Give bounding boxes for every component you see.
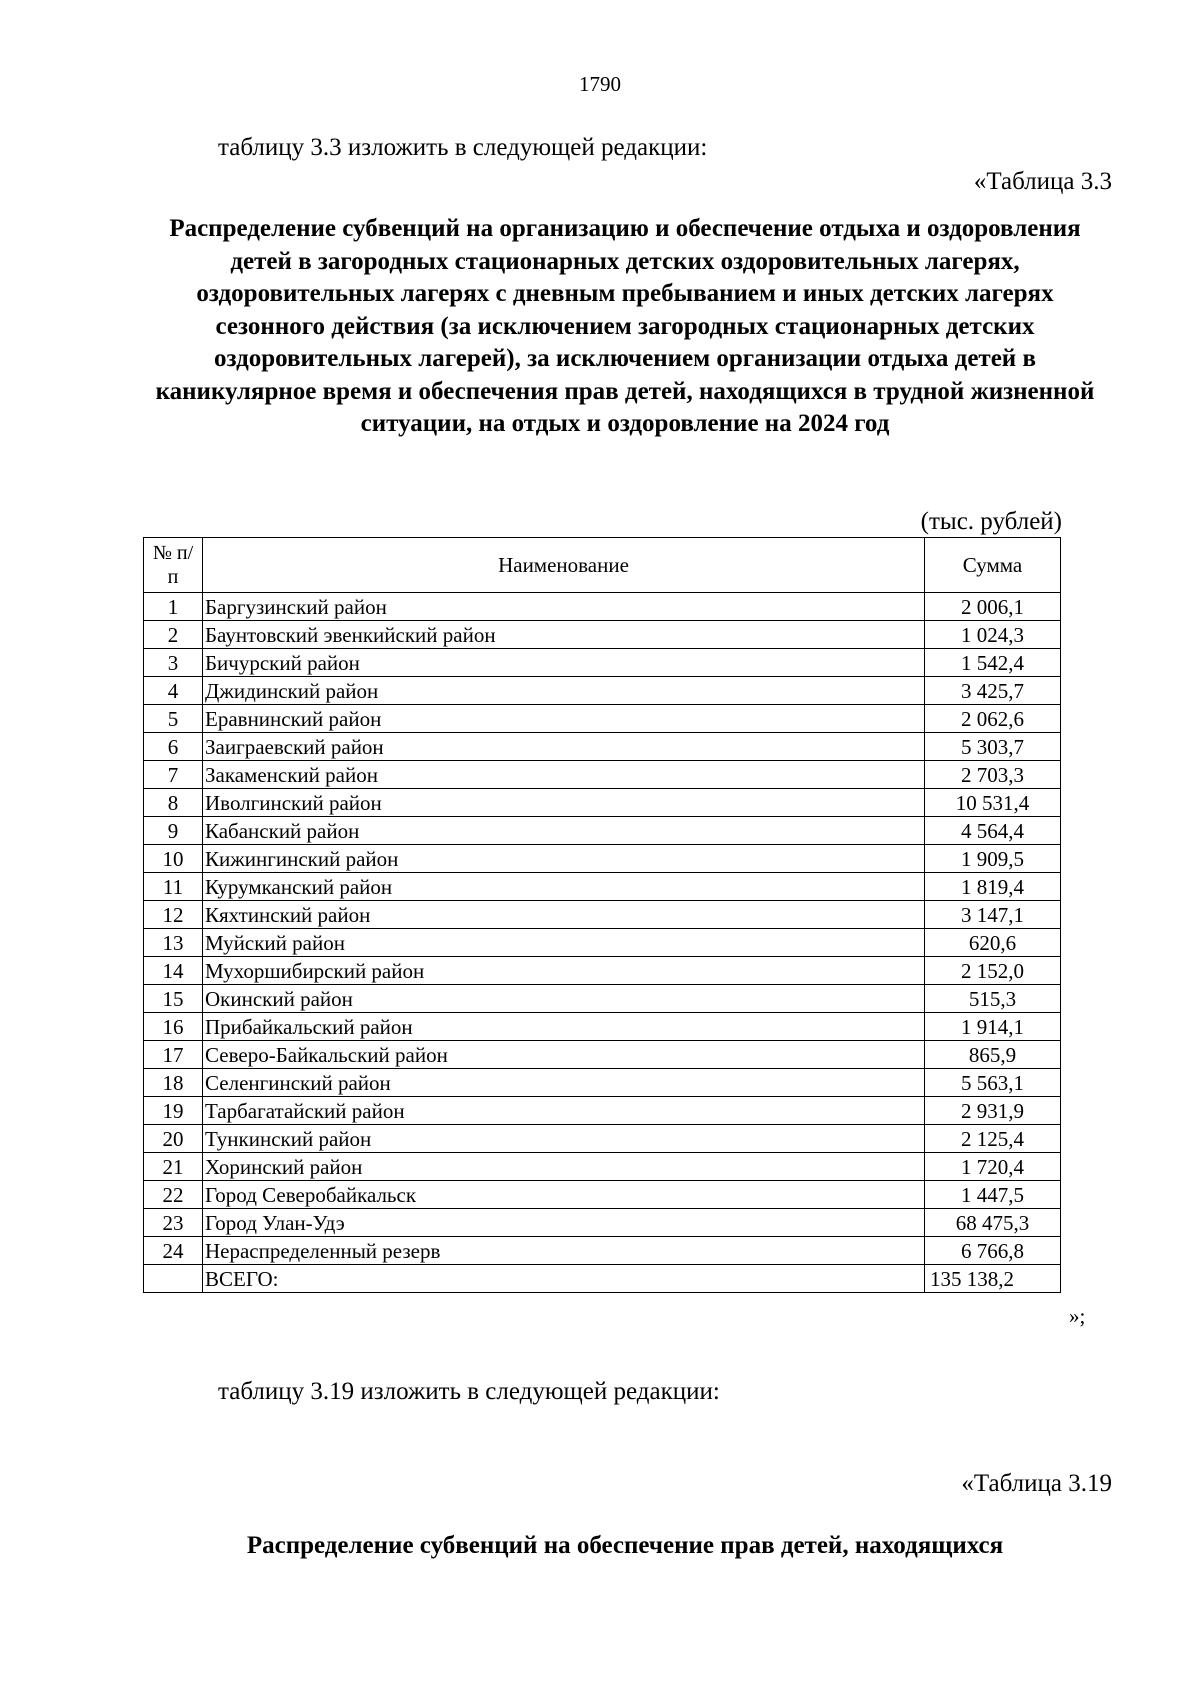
row-name: Муйский район — [203, 929, 925, 957]
row-name: Город Улан-Удэ — [203, 1209, 925, 1237]
row-name: Прибайкальский район — [203, 1013, 925, 1041]
row-sum: 3 425,7 — [925, 677, 1061, 705]
row-num: 1 — [144, 593, 203, 621]
intro-text-table-3-19: таблицу 3.19 изложить в следующей редакции: — [218, 1378, 720, 1405]
row-name: Кабанский район — [203, 817, 925, 845]
row-num: 21 — [144, 1153, 203, 1181]
row-name: Тункинский район — [203, 1125, 925, 1153]
row-num: 7 — [144, 761, 203, 789]
table-row — [144, 1069, 1061, 1097]
table-row — [144, 817, 1061, 845]
row-sum: 1 447,5 — [925, 1181, 1061, 1209]
table-label-3-3: «Таблица 3.3 — [973, 168, 1112, 195]
table-row — [144, 985, 1061, 1013]
row-sum: 5 303,7 — [925, 733, 1061, 761]
row-num: 11 — [144, 873, 203, 901]
row-sum: 1 024,3 — [925, 621, 1061, 649]
row-sum: 620,6 — [925, 929, 1061, 957]
row-sum: 2 703,3 — [925, 761, 1061, 789]
table-row — [144, 789, 1061, 817]
row-num — [144, 1265, 203, 1293]
table-row — [144, 733, 1061, 761]
row-name: Хоринский район — [203, 1153, 925, 1181]
table-title-3-19: Распределение субвенций на обеспечение прав детей, находящихся — [246, 1532, 1004, 1559]
row-sum: 6 766,8 — [925, 1237, 1061, 1265]
table-row — [144, 649, 1061, 677]
row-num: 18 — [144, 1069, 203, 1097]
row-sum: 1 542,4 — [925, 649, 1061, 677]
units-label: (тыс. рублей) — [920, 508, 1062, 535]
row-sum: 10 531,4 — [925, 789, 1061, 817]
row-name: Окинский район — [203, 985, 925, 1013]
row-name: Северо-Байкальский район — [203, 1041, 925, 1069]
row-sum: 2 152,0 — [925, 957, 1061, 985]
row-num: 16 — [144, 1013, 203, 1041]
table-row — [144, 845, 1061, 873]
row-num: 14 — [144, 957, 203, 985]
row-name: ВСЕГО: — [203, 1265, 925, 1293]
row-name: Город Северобайкальск — [203, 1181, 925, 1209]
table-row — [144, 621, 1061, 649]
table-row — [144, 677, 1061, 705]
row-name: Закаменский район — [203, 761, 925, 789]
table-row — [144, 901, 1061, 929]
row-num: 2 — [144, 621, 203, 649]
row-sum: 1 819,4 — [925, 873, 1061, 901]
row-sum: 1 914,1 — [925, 1013, 1061, 1041]
row-name: Кяхтинский район — [203, 901, 925, 929]
row-num: 17 — [144, 1041, 203, 1069]
row-num: 13 — [144, 929, 203, 957]
row-num: 24 — [144, 1237, 203, 1265]
row-num: 5 — [144, 705, 203, 733]
row-num: 10 — [144, 845, 203, 873]
table-row — [144, 705, 1061, 733]
table-row — [144, 593, 1061, 621]
row-name: Баунтовский эвенкийский район — [203, 621, 925, 649]
table-row — [144, 957, 1061, 985]
row-num: 6 — [144, 733, 203, 761]
table-row — [144, 761, 1061, 789]
row-sum: 135 138,2 — [925, 1265, 1061, 1293]
table-title-3-3: Распределение субвенций на организацию и обеспечение отдыха и оздоровления детей в загородных стационарных детских оздоровительных лагерях, оздоровительных лагерях с дневным пребыванием и иных детских лагерях сезонного действия (за исключением загородных стационарных детских оздоровительных лагерей), за исключением организации отдыха детей в каникулярное время и обеспечения прав детей, находящихся в трудной жизненной ситуации, на отдых и оздоровление на 2024 год — [155, 215, 1095, 437]
table-row — [144, 1013, 1061, 1041]
row-name: Баргузинский район — [203, 593, 925, 621]
row-num: 19 — [144, 1097, 203, 1125]
intro-text-table-3-3: таблицу 3.3 изложить в следующей редакции: — [218, 134, 708, 161]
row-num: 3 — [144, 649, 203, 677]
row-num: 22 — [144, 1181, 203, 1209]
row-name: Нераспределенный резерв — [203, 1237, 925, 1265]
row-name: Еравнинский район — [203, 705, 925, 733]
header-num: № п/п — [144, 538, 203, 593]
row-num: 23 — [144, 1209, 203, 1237]
row-num: 20 — [144, 1125, 203, 1153]
row-sum: 515,3 — [925, 985, 1061, 1013]
table-row — [144, 1153, 1061, 1181]
row-num: 4 — [144, 677, 203, 705]
row-name: Курумканский район — [203, 873, 925, 901]
table-row — [144, 1181, 1061, 1209]
row-sum: 2 125,4 — [925, 1125, 1061, 1153]
row-sum: 1 909,5 — [925, 845, 1061, 873]
header-sum: Сумма — [925, 538, 1061, 593]
page-number: 1790 — [579, 72, 621, 96]
table-row — [144, 1209, 1061, 1237]
row-sum: 68 475,3 — [925, 1209, 1061, 1237]
table-row — [144, 1237, 1061, 1265]
row-sum: 5 563,1 — [925, 1069, 1061, 1097]
row-name: Бичурский район — [203, 649, 925, 677]
table-body — [144, 593, 1061, 1293]
row-sum: 3 147,1 — [925, 901, 1061, 929]
row-name: Иволгинский район — [203, 789, 925, 817]
row-sum: 2 006,1 — [925, 593, 1061, 621]
closing-mark: »; — [1069, 1304, 1086, 1328]
table-row — [144, 1125, 1061, 1153]
table-header-row — [144, 538, 1061, 593]
row-name: Тарбагатайский район — [203, 1097, 925, 1125]
table-total-row — [144, 1265, 1061, 1293]
row-sum: 2 062,6 — [925, 705, 1061, 733]
row-sum: 4 564,4 — [925, 817, 1061, 845]
row-name: Заиграевский район — [203, 733, 925, 761]
table-row — [144, 873, 1061, 901]
row-sum: 2 931,9 — [925, 1097, 1061, 1125]
row-num: 15 — [144, 985, 203, 1013]
table-row — [144, 1041, 1061, 1069]
row-num: 9 — [144, 817, 203, 845]
row-sum: 1 720,4 — [925, 1153, 1061, 1181]
row-sum: 865,9 — [925, 1041, 1061, 1069]
table-row — [144, 929, 1061, 957]
row-name: Селенгинский район — [203, 1069, 925, 1097]
table-row — [144, 1097, 1061, 1125]
row-num: 12 — [144, 901, 203, 929]
header-name: Наименование — [203, 538, 925, 593]
row-name: Джидинский район — [203, 677, 925, 705]
row-name: Мухоршибирский район — [203, 957, 925, 985]
subvention-table — [143, 537, 1061, 1293]
table-label-3-19: «Таблица 3.19 — [961, 1470, 1112, 1497]
row-num: 8 — [144, 789, 203, 817]
row-name: Кижингинский район — [203, 845, 925, 873]
